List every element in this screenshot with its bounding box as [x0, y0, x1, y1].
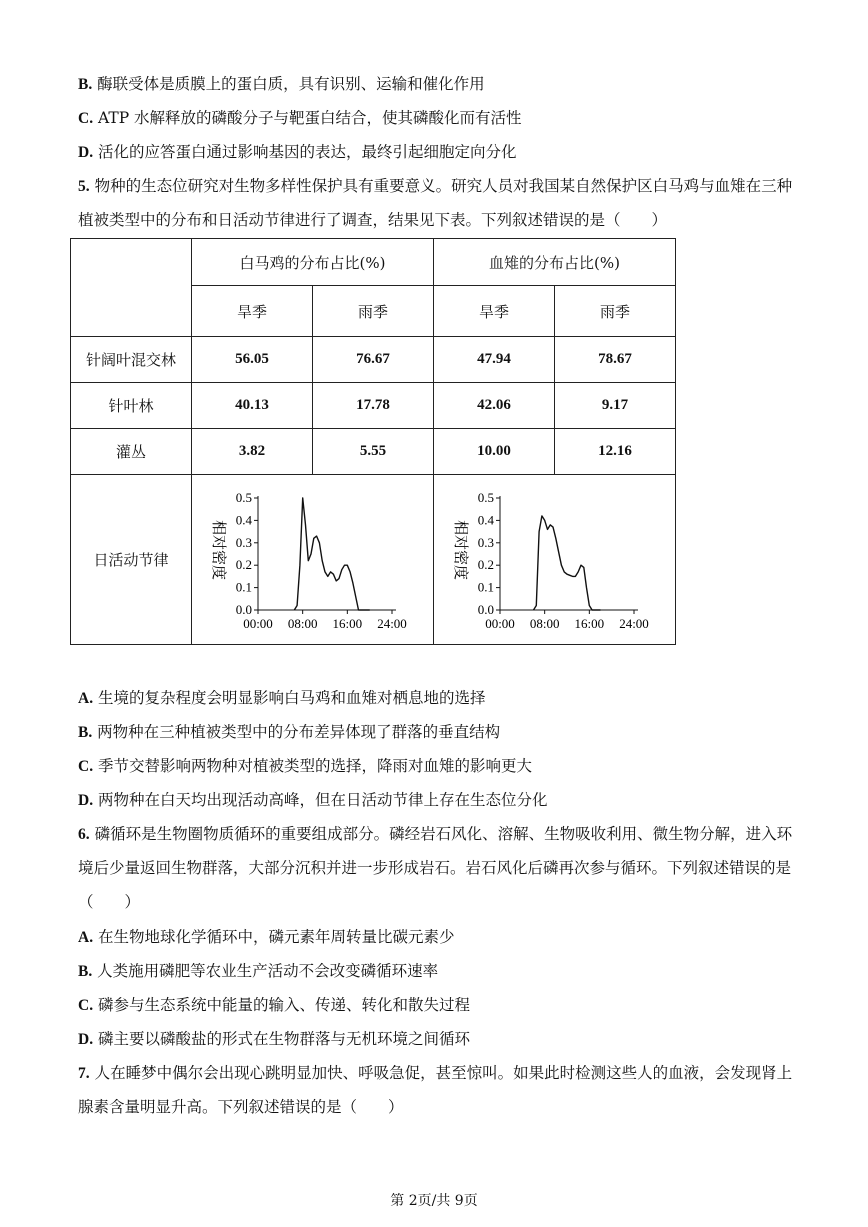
q7-stem-line2: 腺素含量明显升高。下列叙述错误的是（ ）: [78, 1098, 404, 1116]
option-label: A.: [78, 929, 94, 946]
x-tick-label: 00:00: [485, 615, 515, 631]
q5-stem-text: 物种的生态位研究对生物多样性保护具有重要意义。研究人员对我国某自然保护区白马鸡与血雉在三种: [94, 177, 793, 195]
y-tick-label: 0.1: [235, 579, 253, 595]
x-tick-label: 24:00: [377, 615, 407, 631]
activity-row: [71, 475, 676, 645]
q5-table: [70, 238, 676, 645]
option-text: 生境的复杂程度会明显影响白马鸡和血雉对栖息地的选择: [98, 689, 486, 707]
row-label: 针叶林: [71, 383, 192, 429]
table-cell: 56.05: [192, 337, 313, 383]
q6-option-d: [78, 1029, 470, 1050]
y-tick-label: 0.0: [477, 601, 494, 617]
season-header: 雨季: [313, 286, 434, 337]
table-cell: 78.67: [554, 337, 675, 383]
option-text: 在生物地球化学循环中，磷元素年周转量比碳元素少: [98, 928, 455, 946]
option-label: B.: [78, 963, 93, 980]
season-header: 旱季: [434, 286, 555, 337]
activity-chart-blood-pheasant: [434, 476, 674, 644]
option-text: 磷主要以磷酸盐的形式在生物群落与无机环境之间循环: [98, 1030, 471, 1048]
series-line: [294, 498, 369, 610]
q5-option-b: [78, 722, 500, 743]
q7-stem-text: 人在睡梦中偶尔会出现心跳明显加快、呼吸急促，甚至惊叫。如果此时检测这些人的血液，会发现肾上: [94, 1064, 793, 1082]
q6-option-b: [78, 961, 438, 982]
option-label: A.: [78, 690, 94, 707]
option-text: 季节交替影响两物种对植被类型的选择，降雨对血雉的影响更大: [98, 757, 533, 775]
question-number: 6.: [78, 826, 90, 843]
y-tick-label: 0.2: [235, 556, 253, 572]
series-line: [534, 515, 601, 609]
question-number: 7.: [78, 1065, 90, 1082]
q6-stem-text: 磷循环是生物圈物质循环的重要组成部分。磷经岩石风化、溶解、生物吸收利用、微生物分解，进入环: [94, 825, 793, 843]
y-tick-label: 0.3: [477, 534, 494, 550]
table-corner-cell: [71, 239, 192, 337]
table-cell: 9.17: [554, 383, 675, 429]
q6-option-c: [78, 995, 470, 1016]
option-text: 人类施用磷肥等农业生产活动不会改变磷循环速率: [97, 962, 439, 980]
option-text: 活化的应答蛋白通过影响基因的表达，最终引起细胞定向分化: [98, 143, 517, 161]
x-tick-label: 08:00: [287, 615, 318, 631]
table-row: [71, 383, 676, 429]
q5-stem-line2: 植被类型中的分布和日活动节律进行了调查，结果见下表。下列叙述错误的是（ ）: [78, 211, 668, 229]
q5-option-d: [78, 790, 548, 811]
table-cell: 17.78: [313, 383, 434, 429]
table-cell: 40.13: [192, 383, 313, 429]
y-tick-label: 0.3: [235, 534, 253, 550]
option-label: B.: [78, 76, 93, 93]
x-tick-label: 08:00: [529, 615, 560, 631]
table-cell: 76.67: [313, 337, 434, 383]
x-tick-label: 16:00: [574, 615, 605, 631]
option-line: [78, 74, 485, 95]
q6-option-a: [78, 927, 455, 948]
option-label: D.: [78, 1031, 94, 1048]
y-tick-label: 0.5: [477, 489, 494, 505]
table-cell: 12.16: [554, 429, 675, 475]
q6-stem-line2: 境后少量返回生物群落，大部分沉积并进一步形成岩石。岩石风化后磷再次参与循环。下列叙述错误的是: [78, 859, 792, 877]
option-label: C.: [78, 758, 94, 775]
q6-stem-line3: （ ）: [78, 893, 141, 911]
y-tick-label: 0.1: [477, 579, 494, 595]
table-cell: 5.55: [313, 429, 434, 475]
option-text: 磷参与生态系统中能量的输入、传递、转化和散失过程: [98, 996, 471, 1014]
q5-option-a: [78, 688, 486, 709]
option-text: 酶联受体是质膜上的蛋白质，具有识别、运输和催化作用: [97, 75, 485, 93]
table-cell: 10.00: [434, 429, 555, 475]
q6-stem-line1: [78, 824, 792, 845]
y-tick-label: 0.4: [235, 511, 253, 527]
row-label: 针阔叶混交林: [71, 337, 192, 383]
x-tick-label: 24:00: [619, 615, 649, 631]
table-cell: 3.82: [192, 429, 313, 475]
q7-stem-line1: [78, 1063, 792, 1084]
option-label: C.: [78, 997, 94, 1014]
chart-cell: [434, 475, 676, 645]
y-axis-label: 相对密度: [210, 519, 229, 580]
x-tick-label: 16:00: [332, 615, 363, 631]
row-label: 灌丛: [71, 429, 192, 475]
y-tick-label: 0.0: [235, 601, 253, 617]
option-text: ATP 水解释放的磷酸分子与靶蛋白结合，使其磷酸化而有活性: [98, 109, 522, 127]
chart-cell: [192, 475, 434, 645]
option-label: D.: [78, 144, 94, 161]
season-header: 旱季: [192, 286, 313, 337]
option-label: B.: [78, 724, 93, 741]
table-cell: 42.06: [434, 383, 555, 429]
y-tick-label: 0.2: [477, 556, 494, 572]
option-label: D.: [78, 792, 94, 809]
page-footer: 第 2页/共 9页: [390, 1193, 478, 1209]
option-label: C.: [78, 110, 94, 127]
table-cell: 47.94: [434, 337, 555, 383]
option-line: [78, 108, 522, 129]
season-header: 雨季: [554, 286, 675, 337]
x-tick-label: 00:00: [243, 615, 273, 631]
y-axis-label: 相对密度: [452, 519, 470, 580]
species-header: 血雉的分布占比(%): [434, 239, 676, 286]
row-label: 日活动节律: [71, 475, 192, 645]
y-tick-label: 0.4: [477, 511, 494, 527]
q5-option-c: [78, 756, 532, 777]
question-number: 5.: [78, 178, 90, 195]
activity-chart-white-eared-pheasant: [192, 476, 432, 644]
q5-stem-line1: [78, 176, 792, 197]
table-row: [71, 429, 676, 475]
table-row: [71, 337, 676, 383]
option-text: 两物种在白天均出现活动高峰，但在日活动节律上存在生态位分化: [98, 791, 548, 809]
species-header: 白马鸡的分布占比(%): [192, 239, 434, 286]
option-line: [78, 142, 517, 163]
option-text: 两物种在三种植被类型中的分布差异体现了群落的垂直结构: [97, 723, 501, 741]
y-tick-label: 0.5: [235, 489, 253, 505]
